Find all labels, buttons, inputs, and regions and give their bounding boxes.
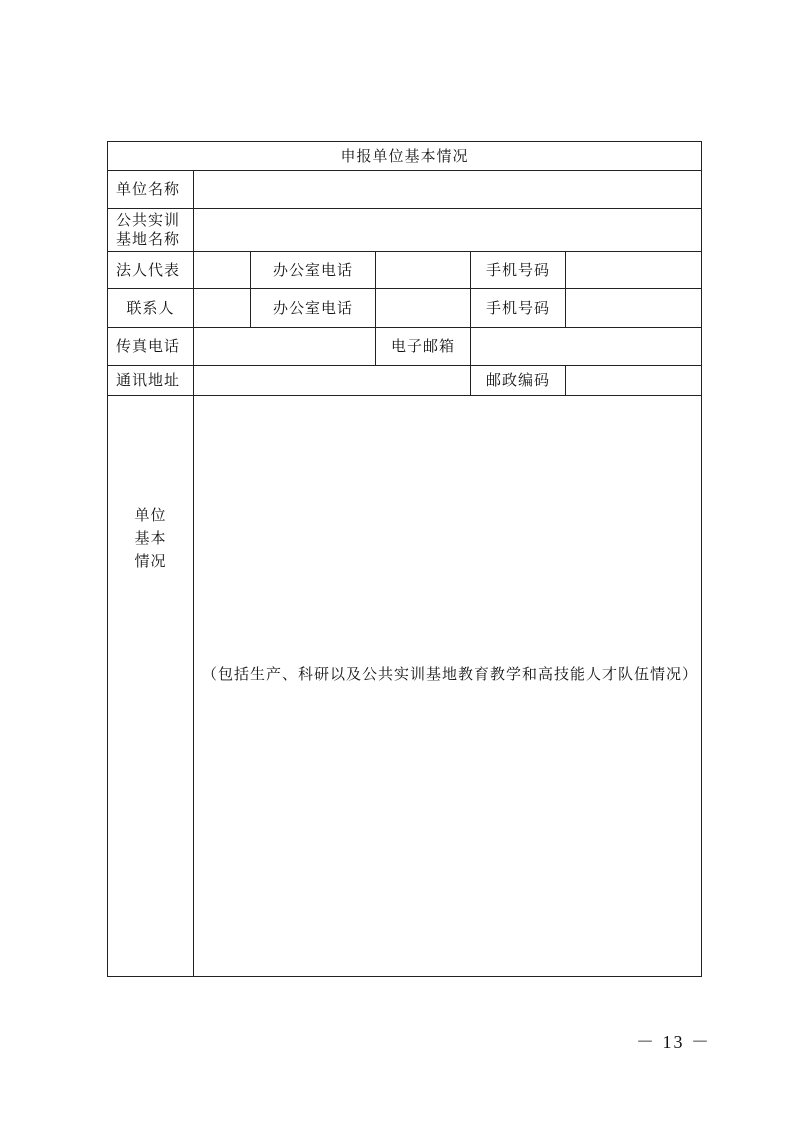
overview-label-line1: 单位 [134, 506, 167, 524]
contact-field[interactable] [194, 289, 251, 328]
address-field[interactable] [194, 366, 471, 396]
postcode-field[interactable] [566, 366, 702, 396]
base-name-label-line2: 基地名称 [116, 230, 181, 248]
fax-label: 传真电话 [108, 328, 194, 366]
mobile-label-2: 手机号码 [471, 289, 566, 328]
form-title-row [108, 142, 702, 171]
office-phone-label-2: 办公室电话 [251, 289, 376, 328]
overview-label [108, 396, 194, 977]
form-title: 申报单位基本情况 [108, 142, 702, 171]
overview-label-line3: 情况 [134, 552, 167, 570]
overview-label-line2: 基本 [134, 529, 167, 547]
fax-field[interactable] [194, 328, 376, 366]
unit-name-label: 单位名称 [108, 171, 194, 209]
mobile-label-1: 手机号码 [471, 252, 566, 289]
postcode-label: 邮政编码 [471, 366, 566, 396]
mobile-field-1[interactable] [566, 252, 702, 289]
address-label: 通讯地址 [108, 366, 194, 396]
unit-name-row [108, 171, 702, 209]
legal-rep-row [108, 252, 702, 289]
office-phone-field-1[interactable] [376, 252, 471, 289]
legal-rep-label: 法人代表 [108, 252, 194, 289]
overview-hint: （包括生产、科研以及公共实训基地教育教学和高技能人才队伍情况） [202, 665, 699, 683]
legal-rep-field[interactable] [194, 252, 251, 289]
application-unit-form [107, 141, 702, 977]
page-number: － 13 － [636, 1032, 711, 1052]
email-field[interactable] [471, 328, 702, 366]
office-phone-label-1: 办公室电话 [251, 252, 376, 289]
mobile-field-2[interactable] [566, 289, 702, 328]
office-phone-field-2[interactable] [376, 289, 471, 328]
unit-name-field[interactable] [194, 171, 702, 209]
fax-email-row [108, 328, 702, 366]
base-name-label [108, 209, 194, 252]
base-name-row [108, 209, 702, 252]
contact-row [108, 289, 702, 328]
email-label: 电子邮箱 [376, 328, 471, 366]
address-row [108, 366, 702, 396]
overview-row [108, 396, 702, 977]
base-name-field[interactable] [194, 209, 702, 252]
contact-label: 联系人 [108, 289, 194, 328]
base-name-label-line1: 公共实训 [116, 211, 181, 229]
overview-field[interactable] [194, 396, 702, 977]
